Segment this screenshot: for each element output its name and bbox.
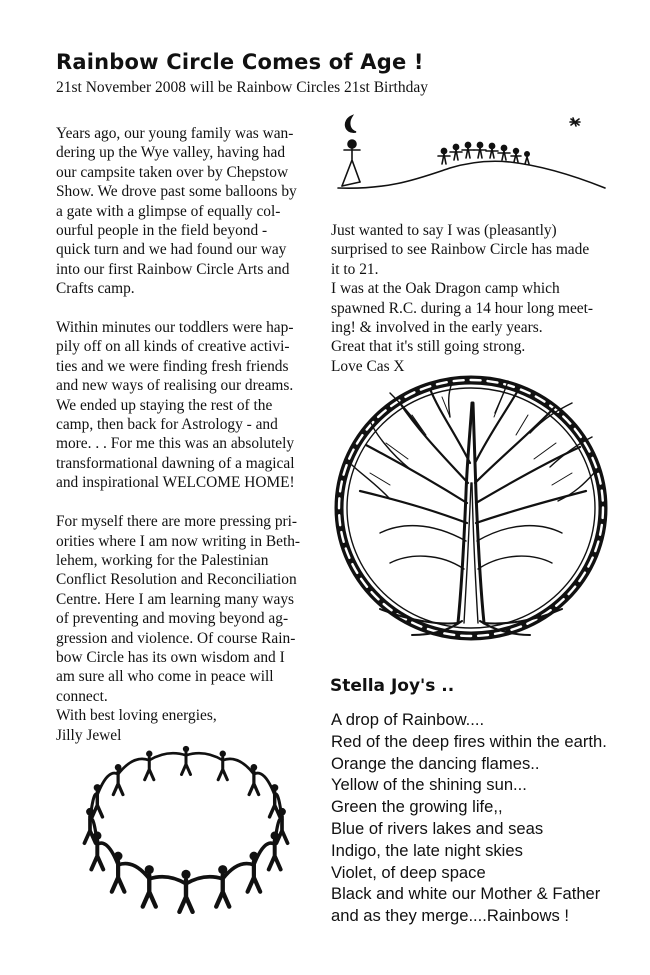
text-line: ourful people in the field beyond - [56,222,268,240]
linked-arms [223,759,254,774]
text-line: Blue of rivers lakes and seas [331,818,544,838]
text-line: Black and white our Mother & Father [331,884,601,904]
text-line: it to 21. [331,260,379,278]
text-line: transformational dawning of a magical [56,454,295,472]
text-line: Show. We drove past some balloons by [56,183,297,201]
text-line: Green the growing life,, [331,797,503,817]
text-line: dering up the Wye valley, having had [56,144,286,162]
linked-arms [186,753,223,760]
left-column [56,124,318,764]
text-line: and as they merge....Rainbows ! [331,906,569,926]
text-line: spawned R.C. during a 14 hour long meet- [331,299,594,317]
text-line: We ended up staying the rest of the [56,396,273,414]
linked-arms [149,753,186,760]
text-line: a gate with a glimpse of equally col- [56,202,281,220]
linked-arms [186,877,223,884]
text-line: Violet, of deep space [331,862,486,882]
text-line: pily off on all kinds of creative activi- [56,338,290,356]
tree-in-circle-illustration [330,373,612,643]
article-subtitle: 21st November 2008 will be Rainbow Circles 21st Birthday [56,79,428,96]
text-line: A drop of Rainbow.... [331,710,485,729]
poem-text [331,709,607,927]
paragraph-1 [56,124,318,299]
paragraph-3 [56,512,318,745]
text-line: For myself there are more pressing pri- [56,513,298,531]
text-line: Great that it's still going strong. [331,338,526,356]
hill-with-figures-illustration [330,108,615,200]
text-line: into our first Rainbow Circle Arts and [56,260,290,278]
linked-arms [149,877,186,884]
linked-arms [118,759,149,774]
text-line: gression and violence. Of course Rain- [56,629,296,647]
text-line: Within minutes our toddlers were hap- [56,319,294,337]
text-line: connect. [56,687,108,705]
text-line: surprised to see Rainbow Circle has made [331,241,590,259]
poem-title: Stella Joy's .. [330,676,455,696]
text-line: Crafts camp. [56,280,135,298]
text-line: quick turn and we had found our way [56,241,287,259]
text-line: am sure all who come in peace will [56,668,274,686]
text-line: Red of the deep fires within the earth. [331,731,607,751]
text-line: With best loving energies, [56,707,217,725]
text-line: of preventing and moving beyond ag- [56,610,289,628]
ring-figure [218,751,227,780]
ring-figure [145,751,154,780]
text-line: Just wanted to say I was (pleasantly) [331,222,557,239]
text-line: Indigo, the late night skies [331,840,523,860]
text-line: camp, then back for Astrology - and [56,416,278,434]
linked-arms [118,864,149,879]
text-line: ties and we were finding fresh friends [56,357,289,375]
text-line: bow Circle has its own wisdom and I [56,648,285,666]
letter-text [331,221,631,376]
text-line: Yellow of the shining sun... [331,775,527,795]
text-line: ing! & involved in the early years. [331,319,543,337]
text-line: our campsite taken over by Chepstow [56,163,289,181]
article-title: Rainbow Circle Comes of Age ! [56,50,424,74]
linked-arms [223,864,254,879]
ring-figure [182,746,191,775]
text-line: and new ways of realising our dreams. [56,377,294,395]
text-line: Centre. Here I am learning many ways [56,590,295,608]
text-line: orities where I am now writing in Beth- [56,532,301,550]
paragraph-2 [56,318,318,493]
text-line: Conflict Resolution and Reconciliation [56,571,297,589]
text-line: Years ago, our young family was wan- [56,125,294,142]
text-line: Jilly Jewel [56,726,122,744]
text-line: and inspirational WELCOME HOME! [56,474,295,492]
ring-figure [179,870,192,912]
ring-of-people-illustration [66,733,306,923]
text-line: Love Cas X [331,357,405,375]
text-line: I was at the Oak Dragon camp which [331,280,560,298]
text-line: lehem, working for the Palestinian [56,551,269,569]
text-line: more. . . For me this was an absolutely [56,435,295,453]
text-line: Orange the dancing flames.. [331,753,540,773]
